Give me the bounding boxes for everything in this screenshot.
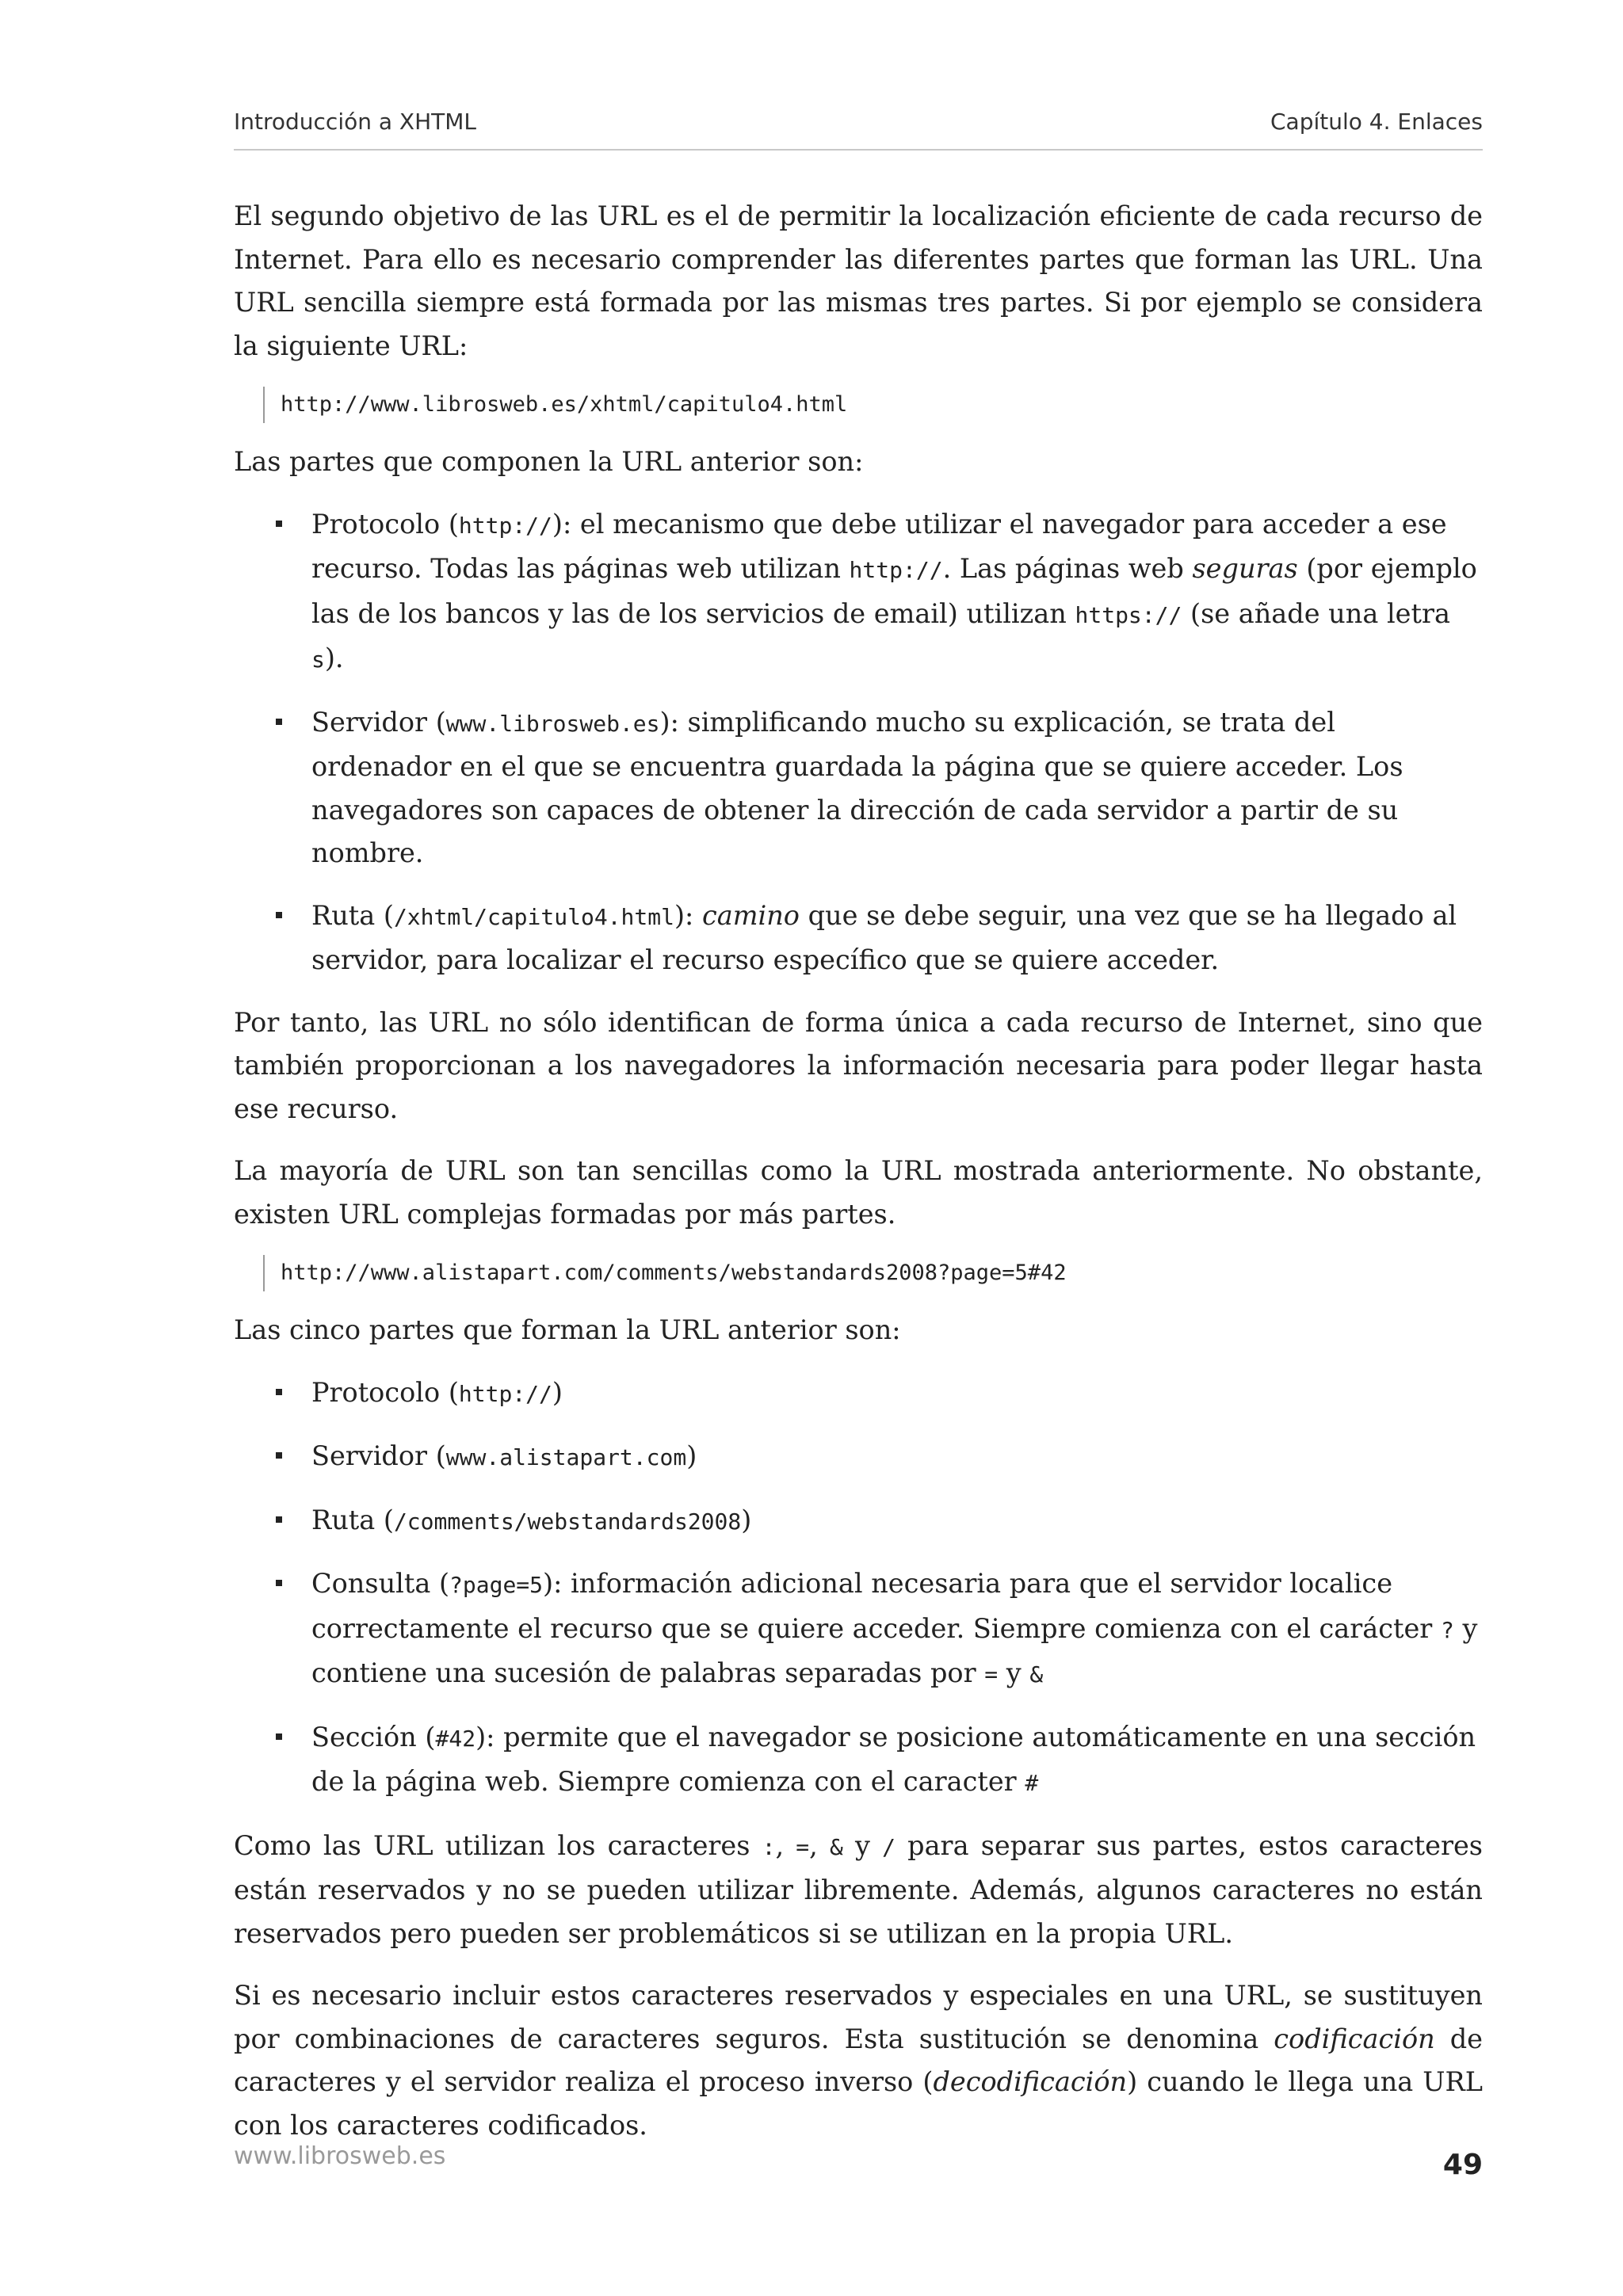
inline-code: http:// [458,1380,552,1407]
complex-url-parts-list [234,1371,1483,1806]
text: (por ejemplo las de los bancos y las de los servicios de email) utilizan [311,553,1477,629]
inline-code: / [882,1833,896,1860]
running-header [234,109,1483,135]
inline-code: /xhtml/capitulo4.html [393,903,674,930]
text: Protocolo ( [311,1376,459,1408]
text: ): [674,899,702,931]
text: Servidor ( [311,1440,446,1471]
text: ): información adicional necesaria para que el servidor localice correctamente el recurso que se quiere acceder. Siempre comienza con el carácter [311,1568,1441,1644]
text: de caracteres y el servidor realiza el proceso inverso ( [234,2023,1483,2097]
list-item-section [234,1716,1483,1806]
inline-code: = [796,1833,810,1860]
text: y contiene una sucesión de palabras separadas por [311,1612,1478,1688]
list-item-server [234,1435,1483,1480]
text: y [842,1829,883,1861]
text: ): permite que el navegador se posicione automáticamente en una sección de la página web. Siempre comienza con el caracter [311,1721,1476,1797]
list-item-protocol [234,1371,1483,1417]
text: ): simplificando mucho su explicación, se trata del ordenador en el que se encuentra guardada la página que se quiere acceder. Los navegadores son capaces de obtener la dirección de cada servidor a partir de su nombre. [311,706,1403,868]
text: Si es necesario incluir estos caracteres reservados y especiales en una URL, se sustituyen por combinaciones de caracteres seguros. Esta sustitución se denomina [234,1980,1483,2054]
text: (se añade una letra [1182,597,1450,629]
inline-code: = [984,1661,999,1688]
paragraph-url-parts-intro: El segundo objetivo de las URL es el de permitir la localización eficiente de cada recurso de Internet. Para ello es necesario comprender las diferentes partes que forman las URL. Una URL sencilla siempre está formada por las mismas tres partes. Si por ejemplo se considera la siguiente URL: [234,200,1483,361]
emphasis: decodificación [933,2066,1128,2097]
text: ) [552,1376,563,1408]
code-example-simple-url: http://www.librosweb.es/xhtml/capitulo4.html [263,387,1483,423]
inline-code: https:// [1075,601,1182,628]
bullet-icon [276,1452,282,1459]
text: ). [324,643,344,673]
header-book-title: Introducción a XHTML [234,109,477,135]
inline-code: s [311,646,325,673]
inline-code: ?page=5 [449,1572,544,1598]
paragraph-reserved-characters [234,1825,1483,1956]
paragraph-complex-urls: La mayoría de URL son tan sencillas como la URL mostrada anteriormente. No obstante, existen URL complejas formadas por más partes. [234,1155,1483,1230]
inline-code: http:// [458,512,552,539]
text: , [809,1829,830,1861]
text: Consulta ( [311,1568,450,1599]
header-divider [234,149,1483,151]
text: ): el mecanismo que debe utilizar el navegador para acceder a ese recurso. Todas las páginas web utilizan [311,508,1447,584]
emphasis: camino [701,899,800,931]
text: Como las URL utilizan los caracteres [234,1829,762,1861]
text: ) cuando le llega una URL con los caracteres codificados. [234,2066,1483,2141]
bullet-icon [276,1580,282,1586]
inline-code: www.librosweb.es [445,710,660,737]
text: ) [741,1504,752,1535]
emphasis: seguras [1192,553,1298,584]
inline-code: http:// [849,557,943,583]
paragraph-url-identification: Por tanto, las URL no sólo identifican de forma única a cada recurso de Internet, sino que también proporcionan a los navegadores la información necesaria para poder llegar hasta ese recurso. [234,1006,1483,1124]
text: , [775,1829,796,1861]
inline-code: : [762,1833,776,1860]
text: . Las páginas web [942,553,1193,584]
emphasis: codificación [1274,2023,1435,2054]
text: Ruta ( [311,899,394,931]
paragraph-parts-list-intro: Las partes que componen la URL anterior son: [234,446,864,477]
list-item-query [234,1562,1483,1697]
bullet-icon [276,1733,282,1740]
list-item-protocol [234,503,1483,682]
header-chapter: Capítulo 4. Enlaces [1270,109,1483,135]
bullet-icon [276,521,282,527]
list-item-server [234,701,1483,875]
page-number: 49 [1442,2149,1483,2181]
code-example-complex-url: http://www.alistapart.com/comments/webstandards2008?page=5#42 [263,1255,1483,1291]
text: y [998,1657,1030,1688]
inline-code: #42 [435,1725,476,1752]
bullet-icon [276,1389,282,1395]
text: para separar sus partes, estos caracteres están reservados y no se pueden utilizar libremente. Además, algunos caracteres no están reservados pero pueden ser problemáticos si se utilizan en la propia URL. [234,1829,1483,1949]
paragraph-five-parts-intro: Las cinco partes que forman la URL anterior son: [234,1314,901,1345]
inline-code: & [1029,1661,1044,1688]
text: Ruta ( [311,1504,394,1535]
list-item-path [234,894,1483,982]
text: que se debe seguir, una vez que se ha llegado al servidor, para localizar el recurso específico que se quiere acceder. [311,899,1457,975]
inline-code: www.alistapart.com [445,1444,687,1470]
bullet-icon [276,1516,282,1523]
text: Sección ( [311,1721,436,1753]
text: ) [686,1440,697,1471]
page-body [234,195,1483,2166]
inline-code: /comments/webstandards2008 [393,1508,742,1535]
inline-code: & [829,1833,843,1860]
bullet-icon [276,912,282,918]
text: Servidor ( [311,706,446,738]
inline-code: # [1025,1770,1039,1796]
inline-code: ? [1440,1616,1454,1643]
bullet-icon [276,719,282,725]
paragraph-encoding [234,1974,1483,2147]
text: Protocolo ( [311,508,459,540]
footer-site-url: www.librosweb.es [234,2142,446,2170]
simple-url-parts-list [234,503,1483,982]
list-item-path [234,1499,1483,1544]
